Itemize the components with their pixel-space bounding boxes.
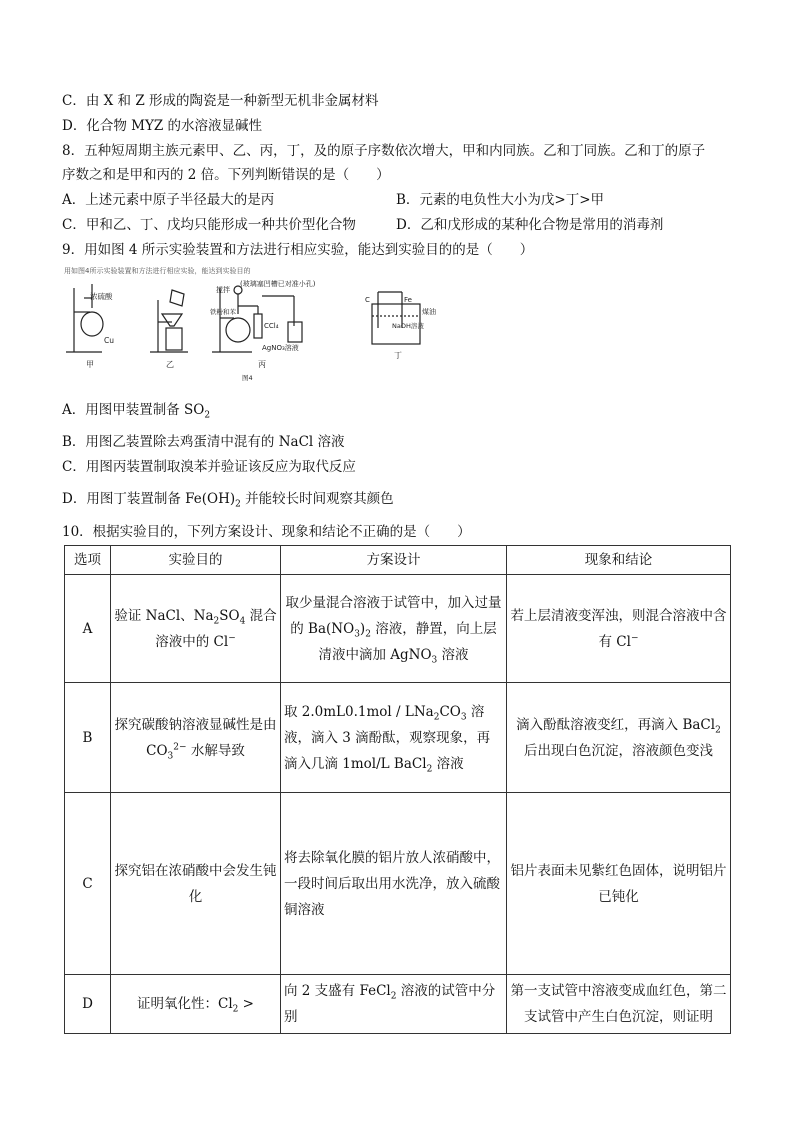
table-row xyxy=(65,575,731,683)
apparatus-ding xyxy=(372,292,420,344)
ding-oil-label: 煤油 xyxy=(422,308,436,316)
row-d-result: 第一支试管中溶液变成血红色，第二支试管中产生白色沉淀，则证明 xyxy=(507,975,731,1034)
ding-c-label: C xyxy=(365,296,370,304)
row-b-design: 取 $2.0mL0.1mol / LNa_2CO_3$ 溶液，滴入 3 滴酚酞，观察现象，再滴入几滴 1mol/L BaCl$_2$ 溶液 xyxy=(281,683,507,793)
q8-stem-line2: 序数之和是甲和丙的 2 倍。下列判断错误的是（ ） xyxy=(62,167,390,183)
ding-fe-label: Fe xyxy=(404,296,412,304)
row-b-result: 滴入酚酞溶液变红，再滴入 BaCl$_2$ 后出现白色沉淀，溶液颜色变浅 xyxy=(507,683,731,793)
q9-option-a: A．用图甲装置制备 $SO_2$ xyxy=(62,402,211,421)
table-row xyxy=(65,683,731,793)
row-d-purpose: 证明氧化性：$Cl_2$ > xyxy=(111,975,281,1034)
ding-label: 丁 xyxy=(394,351,402,360)
jia-label: 甲 xyxy=(86,360,94,369)
q8-option-b: B．元素的电负性大小为戊>丁>甲 xyxy=(396,192,605,208)
row-c-purpose: 探究铝在浓硝酸中会发生钝化 xyxy=(111,793,281,975)
bing-ccl4-label: CCl₄ xyxy=(264,322,279,330)
q9-option-c: C．用图丙装置制取溴苯并验证该反应为取代反应 xyxy=(62,459,356,475)
q10-table xyxy=(64,545,731,1034)
bing-note-label: (玻璃塞凹槽已对准小孔) xyxy=(240,280,316,288)
header-purpose: 实验目的 xyxy=(111,546,281,575)
bing-agno3-label: AgNO₃溶液 xyxy=(262,344,299,352)
apparatus-bing xyxy=(212,286,302,352)
table-row xyxy=(65,975,731,1034)
bing-label: 丙 xyxy=(258,360,266,369)
figure-number: 图4 xyxy=(242,374,253,382)
figure-cropped-caption: 用如图4所示实验装置和方法进行相应实验，能达到实验目的 xyxy=(64,267,251,275)
q8-stem-line1: 8．五种短周期主族元素甲、乙、丙，丁，及的原子序数依次增大，甲和内同族。乙和丁同族。乙和丁的原子 xyxy=(62,143,706,159)
experiment-apparatus-figure xyxy=(62,266,440,388)
row-c-design: 将去除氧化膜的铝片放人浓硝酸中，一段时间后取出用水洗净，放入硫酸铜溶液 xyxy=(281,793,507,975)
header-design: 方案设计 xyxy=(281,546,507,575)
q10-stem: 10．根据实验目的，下列方案设计、现象和结论不正确的是（ ） xyxy=(62,524,471,540)
apparatus-yi xyxy=(150,290,188,352)
q7-option-d: D．化合物 MYZ 的水溶液显碱性 xyxy=(62,118,263,134)
row-c-label: C xyxy=(65,793,111,975)
row-a-purpose: 验证 NaCl、$Na_2SO_4$ 混合溶液中的 Cl− xyxy=(111,575,281,683)
q7-option-c: C．由 X 和 Z 形成的陶瓷是一种新型无机非金属材料 xyxy=(62,93,379,109)
q8-option-a: A．上述元素中原子半径最大的是丙 xyxy=(62,192,275,208)
q9-option-d: D．用图丁装置制备 $Fe(OH)_2$ 并能较长时间观察其颜色 xyxy=(62,491,394,510)
ding-naoh-label: NaOH溶液 xyxy=(392,322,424,330)
q9-stem: 9．用如图 4 所示实验装置和方法进行相应实验，能达到实验目的的是（ ） xyxy=(62,242,534,258)
bing-stir-label: 搅拌 xyxy=(216,286,230,294)
row-b-purpose: 探究碳酸钠溶液显碱性是由 $CO_3^{2-}$ 水解导致 xyxy=(111,683,281,793)
row-a-result: 若上层清液变浑浊，则混合溶液中含有 Cl− xyxy=(507,575,731,683)
yi-label: 乙 xyxy=(166,360,174,369)
header-option: 选项 xyxy=(65,546,111,575)
q8-option-c: C．甲和乙、丁、戊均只能形成一种共价型化合物 xyxy=(62,217,356,233)
row-b-label: B xyxy=(65,683,111,793)
bing-mix-label: 铁粉和苯 xyxy=(210,308,236,316)
row-d-label: D xyxy=(65,975,111,1034)
jia-copper-label: Cu xyxy=(104,336,114,345)
table-row xyxy=(65,793,731,975)
jia-acid-label: 浓硫酸 xyxy=(90,292,113,301)
row-c-result: 铝片表面未见紫红色固体，说明铝片已钝化 xyxy=(507,793,731,975)
q9-option-b: B．用图乙装置除去鸡蛋清中混有的 NaCl 溶液 xyxy=(62,434,345,450)
row-a-design: 取少量混合溶液于试管中，加入过量的 $Ba(NO_3)_2$ 溶液，静置，向上层清液中滴加 AgNO$_3$ 溶液 xyxy=(281,575,507,683)
row-d-design: 向 2 支盛有 FeCl$_2$ 溶液的试管中分别 xyxy=(281,975,507,1034)
q8-option-d: D．乙和戊形成的某种化合物是常用的消毒剂 xyxy=(396,217,664,233)
row-a-label: A xyxy=(65,575,111,683)
header-result: 现象和结论 xyxy=(507,546,731,575)
table-header-row xyxy=(65,546,731,575)
